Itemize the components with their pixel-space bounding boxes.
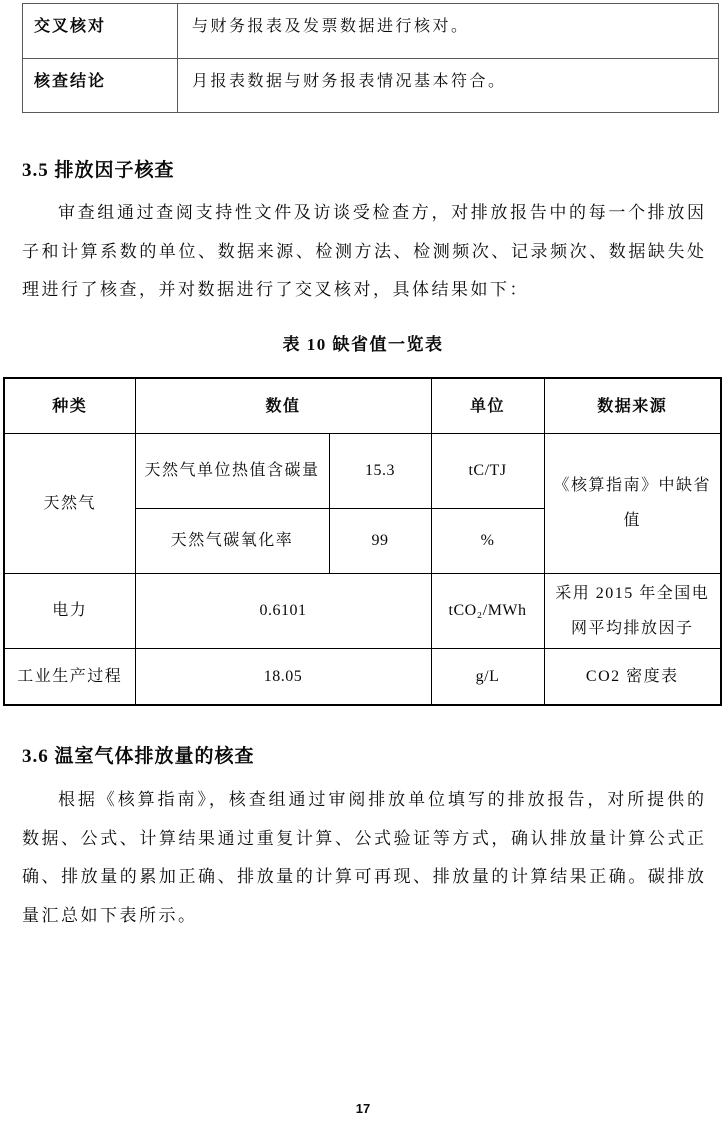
conclusion-content: 月报表数据与财务报表情况基本符合。 xyxy=(178,59,719,113)
cell-value-number: 99 xyxy=(329,508,431,573)
table-row xyxy=(4,433,721,508)
table10-title: 表 10 缺省值一览表 xyxy=(282,335,444,354)
cell-category-industrial-process: 工业生产过程 xyxy=(4,648,135,705)
cell-unit: g/L xyxy=(431,648,544,705)
header-unit: 单位 xyxy=(431,378,544,433)
cross-check-content: 与财务报表及发票数据进行核对。 xyxy=(178,4,719,59)
table-row xyxy=(4,573,721,648)
cell-source: CO2 密度表 xyxy=(544,648,721,705)
cell-unit: tC/TJ xyxy=(431,433,544,508)
cell-category-natural-gas: 天然气 xyxy=(4,433,135,573)
paragraph-line: 子和计算系数的单位、数据来源、检测方法、检测频次、记录频次、数据缺失处 xyxy=(22,241,706,261)
cross-check-label: 交叉核对 xyxy=(23,4,178,59)
section-36-heading: 3.6 温室气体排放量的核查 xyxy=(22,746,255,767)
paragraph-line: 数据、公式、计算结果通过重复计算、公式验证等方式，确认排放量计算公式正 xyxy=(22,828,706,848)
section-35-heading: 3.5 排放因子核查 xyxy=(22,160,175,181)
cell-category-electricity: 电力 xyxy=(4,573,135,648)
cell-source: 采用 2015 年全国电网平均排放因子 xyxy=(544,573,721,648)
page-number: 17 xyxy=(355,1101,371,1116)
header-category: 种类 xyxy=(4,378,135,433)
section-35-paragraph xyxy=(22,194,706,310)
cell-unit: % xyxy=(431,508,544,573)
conclusion-label: 核查结论 xyxy=(23,59,178,113)
header-value: 数值 xyxy=(135,378,431,433)
table-header-row xyxy=(4,378,721,433)
cell-value-label: 天然气碳氧化率 xyxy=(135,508,329,573)
paragraph-line: 确、排放量的累加正确、排放量的计算可再现、排放量的计算结果正确。碳排放 xyxy=(22,867,706,886)
paragraph-line: 量汇总如下表所示。 xyxy=(22,905,198,925)
cross-check-table xyxy=(22,3,719,113)
cell-source: 《核算指南》中缺省值 xyxy=(544,433,721,573)
default-values-table xyxy=(3,377,722,706)
cell-value-number: 18.05 xyxy=(135,648,431,705)
cell-value-label: 天然气单位热值含碳量 xyxy=(135,433,329,508)
cell-unit: tCO₂/MWh xyxy=(431,573,544,648)
table-row xyxy=(23,59,719,113)
paragraph-line: 审查组通过查阅支持性文件及访谈受检查方，对排放报告中的每一个排放因 xyxy=(58,203,706,222)
cell-value-number: 15.3 xyxy=(329,433,431,508)
paragraph-line: 理进行了核查，并对数据进行了交叉核对，具体结果如下： xyxy=(22,280,529,299)
section-36-paragraph xyxy=(22,781,706,935)
table-row xyxy=(23,4,719,59)
table-row xyxy=(4,648,721,705)
header-source: 数据来源 xyxy=(544,378,721,433)
paragraph-line: 根据《核算指南》，核查组通过审阅排放单位填写的排放报告，对所提供的 xyxy=(58,790,706,809)
cell-value-number: 0.6101 xyxy=(135,573,431,648)
